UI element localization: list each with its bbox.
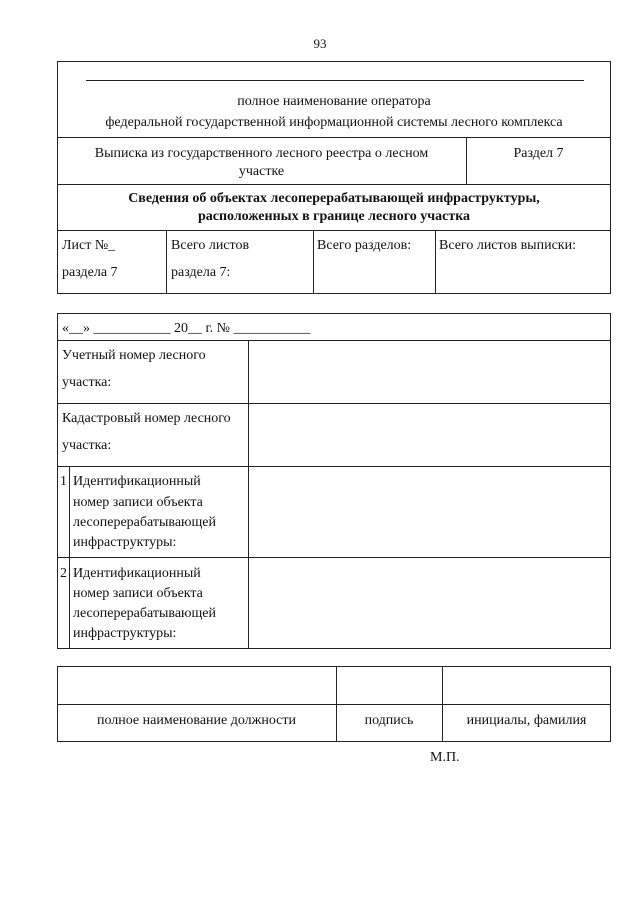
details-vertical [248,340,249,649]
signature-vertical-1 [336,666,337,742]
info-title-line1: Сведения об объектах лесоперерабатывающей инфраструктуры, [128,191,540,206]
account-number-label-line2: участка: [62,375,112,390]
cadastral-number-label-line2: участка: [62,438,112,453]
details-divider-1 [57,340,611,341]
record-1-label-line3: лесоперерабатывающей [73,515,216,530]
section-label: Раздел 7 [513,146,564,161]
total-sheets-line2: раздела 7: [171,265,231,280]
stamp-label: М.П. [430,750,460,765]
record-1-label-line4: инфраструктуры: [73,535,177,550]
record-1-index-divider [69,466,70,557]
signature-vertical-2 [442,666,443,742]
operator-name-underline [86,80,584,81]
record-2-label-line1: Идентификационный [73,566,201,581]
record-2-index: 2 [60,566,67,581]
header-vertical-4 [435,230,436,294]
record-2-label-line3: лесоперерабатывающей [73,606,216,621]
total-sections: Всего разделов: [317,238,412,253]
cadastral-number-label-line1: Кадастровый номер лесного [62,411,231,426]
header-vertical-2 [166,230,167,294]
signature-divider [57,704,611,705]
record-2-label-line4: инфраструктуры: [73,626,177,641]
header-vertical-3 [313,230,314,294]
total-extract-sheets: Всего листов выписки: [439,238,576,253]
date-number-line: «__» ___________ 20__ г. № ___________ [62,321,311,336]
details-divider-4 [57,557,611,558]
header-divider-2 [57,184,611,185]
sheet-number-line1: Лист №_ [62,238,116,253]
record-1-index: 1 [60,474,67,489]
page-number: 93 [313,36,327,51]
header-divider-3 [57,230,611,231]
header-divider-1 [57,137,611,138]
signature-label: подпись [364,713,414,728]
record-1-label-line1: Идентификационный [73,474,201,489]
details-divider-3 [57,466,611,467]
operator-caption-line1: полное наименование оператора [237,94,431,109]
total-sheets-line1: Всего листов [171,238,250,253]
record-1-label-line2: номер записи объекта [73,495,203,510]
info-title-line2: расположенных в границе лесного участка [197,209,471,224]
details-divider-2 [57,403,611,404]
extract-title-line1: Выписка из государственного лесного реестра о лесном [94,146,429,161]
extract-title-line2: участке [238,164,285,179]
record-2-index-divider [69,557,70,649]
name-label: инициалы, фамилия [466,713,587,728]
operator-caption-line2: федеральной государственной информационной системы лесного комплекса [105,115,563,130]
account-number-label-line1: Учетный номер лесного [62,348,206,363]
record-2-label-line2: номер записи объекта [73,586,203,601]
position-label: полное наименование должности [96,713,297,728]
sheet-number-line2: раздела 7 [62,265,118,280]
